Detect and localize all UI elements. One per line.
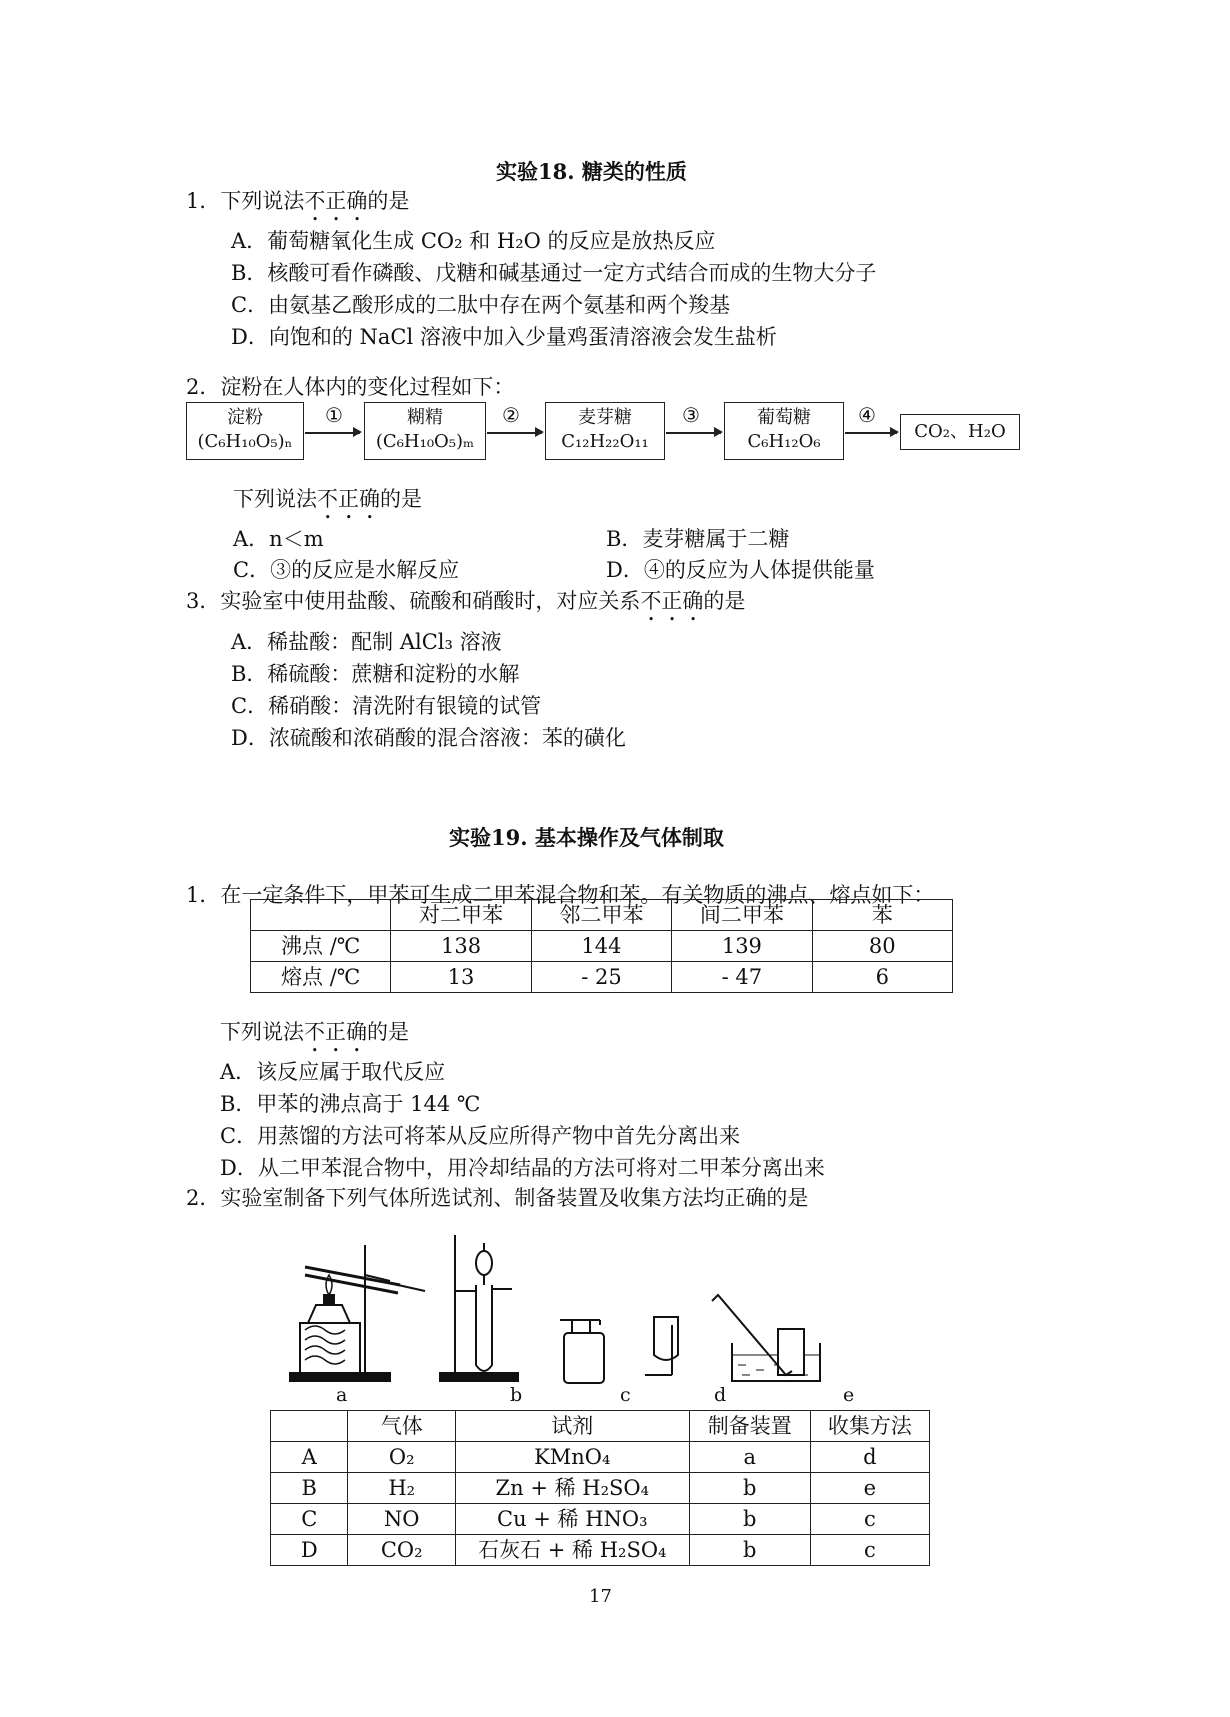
table-cell: CO₂ xyxy=(348,1535,455,1566)
q1-option-c: C．由氨基乙酸形成的二肽中存在两个氨基和两个羧基 xyxy=(231,293,731,317)
q3-option-c: C．稀硝酸：清洗附有银镜的试管 xyxy=(231,694,542,718)
emphasis-text: 不正确 xyxy=(304,1020,367,1044)
table-cell: b xyxy=(689,1504,810,1535)
table-header-row xyxy=(271,1411,930,1442)
table-row xyxy=(271,1504,930,1535)
section18-title: 实验18. 糖类的性质 xyxy=(496,159,687,184)
apparatus-label-d: d xyxy=(714,1384,727,1406)
flow-step-1: ① xyxy=(325,403,343,427)
flow-formula: C₁₂H₂₂O₁₁ xyxy=(561,431,649,452)
table-cell: O₂ xyxy=(348,1442,455,1473)
stem-text: 的是 xyxy=(380,487,422,511)
flow-name: 糊精 xyxy=(407,407,443,428)
flow-name: 葡萄糖 xyxy=(757,407,811,428)
section19-title: 实验19. 基本操作及气体制取 xyxy=(449,825,724,850)
stem-text: 下列说法 xyxy=(233,487,317,511)
apparatus-b xyxy=(440,1235,518,1381)
table-cell: 制备装置 xyxy=(689,1411,810,1442)
table-cell: B xyxy=(271,1473,348,1504)
table-cell xyxy=(271,1411,348,1442)
emphasis-text: 不正确 xyxy=(640,589,704,613)
table-cell: 6 xyxy=(812,962,952,993)
flow-step-4: ④ xyxy=(858,403,876,427)
flow-arrow xyxy=(666,432,721,434)
question-number: 3． xyxy=(186,589,221,613)
gas-preparation-table xyxy=(270,1410,930,1566)
table-cell: 熔点 /℃ xyxy=(251,962,391,993)
table-cell: 收集方法 xyxy=(810,1411,929,1442)
flow-box-glucose xyxy=(724,402,844,460)
flow-name: 麦芽糖 xyxy=(578,407,632,428)
flow-box-dextrin xyxy=(364,402,486,460)
table-cell: 144 xyxy=(531,931,671,962)
table-cell: - 25 xyxy=(531,962,671,993)
s19-q2-stem xyxy=(186,1183,808,1213)
table-cell: c xyxy=(810,1535,929,1566)
table-cell: b xyxy=(689,1473,810,1504)
question-number: 1． xyxy=(186,883,221,907)
table-cell: 气体 xyxy=(348,1411,455,1442)
table-cell: 对二甲苯 xyxy=(391,900,531,931)
table-row xyxy=(271,1442,930,1473)
flow-box-starch xyxy=(186,402,304,460)
s19-q1-option-a: A．该反应属于取代反应 xyxy=(220,1060,446,1084)
q1-option-d: D．向饱和的 NaCl 溶液中加入少量鸡蛋清溶液会发生盐析 xyxy=(231,325,777,349)
apparatus-e xyxy=(712,1295,820,1381)
stem-text: 下列说法 xyxy=(220,189,305,213)
table-cell: 沸点 /℃ xyxy=(251,931,391,962)
table-cell xyxy=(251,900,391,931)
table-row xyxy=(271,1535,930,1566)
q1-option-a: A．葡萄糖氧化生成 CO₂ 和 H₂O 的反应是放热反应 xyxy=(231,229,716,253)
table-cell: NO xyxy=(348,1504,455,1535)
table-row xyxy=(271,1473,930,1504)
stem-text: 的是 xyxy=(367,189,410,213)
flow-box-products xyxy=(900,414,1020,450)
q2-option-b: B．麦芽糖属于二糖 xyxy=(606,527,790,551)
stem-text: 在一定条件下，甲苯可生成二甲苯混合物和苯。有关物质的沸点、熔点如下： xyxy=(220,883,935,907)
apparatus-label-e: e xyxy=(843,1384,855,1406)
stem-text: 实验室制备下列气体所选试剂、制备装置及收集方法均正确的是 xyxy=(220,1186,809,1210)
q2-option-d: D．④的反应为人体提供能量 xyxy=(606,558,875,582)
table-cell: 138 xyxy=(391,931,531,962)
table-row xyxy=(251,962,953,993)
table-row xyxy=(251,931,953,962)
question-number: 2． xyxy=(186,1186,221,1210)
q2-stem xyxy=(186,372,514,402)
apparatus-label-c: c xyxy=(620,1384,631,1406)
table-cell: D xyxy=(271,1535,348,1566)
table-cell: 80 xyxy=(812,931,952,962)
apparatus-a xyxy=(290,1245,425,1381)
table-cell: c xyxy=(810,1504,929,1535)
flow-formula: C₆H₁₂O₆ xyxy=(747,431,821,452)
table-cell: 139 xyxy=(672,931,812,962)
q3-option-b: B．稀硫酸：蔗糖和淀粉的水解 xyxy=(231,662,520,686)
flow-box-maltose xyxy=(545,402,665,460)
apparatus-illustration xyxy=(280,1225,960,1390)
question-number: 1． xyxy=(186,189,221,213)
flow-step-3: ③ xyxy=(682,403,700,427)
apparatus-label-a: a xyxy=(336,1384,348,1406)
q2-option-a: A．n＜m xyxy=(233,527,324,551)
emphasis-text: 不正确 xyxy=(304,189,368,213)
emphasis-text: 不正确 xyxy=(317,487,380,511)
table-cell: Cu + 稀 HNO₃ xyxy=(455,1504,689,1535)
q2-substem xyxy=(233,484,422,524)
flow-name: CO₂、H₂O xyxy=(914,421,1006,442)
q1-stem xyxy=(186,186,409,226)
apparatus-c xyxy=(560,1320,604,1383)
question-number: 2． xyxy=(186,375,221,399)
s19-q1-substem xyxy=(220,1017,409,1057)
table-cell: d xyxy=(810,1442,929,1473)
table-cell: 苯 xyxy=(812,900,952,931)
table-cell: 石灰石 + 稀 H₂SO₄ xyxy=(455,1535,689,1566)
table-cell: b xyxy=(689,1535,810,1566)
table-cell: 间二甲苯 xyxy=(672,900,812,931)
table-cell: 13 xyxy=(391,962,531,993)
stem-text: 下列说法 xyxy=(220,1020,304,1044)
q3-option-d: D．浓硫酸和浓硝酸的混合溶液：苯的磺化 xyxy=(231,726,626,750)
stem-text: 淀粉在人体内的变化过程如下： xyxy=(220,375,515,399)
table-cell: KMnO₄ xyxy=(455,1442,689,1473)
flow-arrow xyxy=(487,432,542,434)
table-cell: 试剂 xyxy=(455,1411,689,1442)
boiling-melting-table xyxy=(250,899,953,993)
s19-q1-option-c: C．用蒸馏的方法可将苯从反应所得产物中首先分离出来 xyxy=(220,1124,741,1148)
table-cell: Zn + 稀 H₂SO₄ xyxy=(455,1473,689,1504)
flow-formula: (C₆H₁₀O₅)ₙ xyxy=(197,431,293,452)
stem-text: 的是 xyxy=(367,1020,409,1044)
flow-formula: (C₆H₁₀O₅)ₘ xyxy=(375,431,475,452)
table-cell: - 47 xyxy=(672,962,812,993)
table-cell: A xyxy=(271,1442,348,1473)
stem-text: 的是 xyxy=(703,589,746,613)
apparatus-label-b: b xyxy=(510,1384,523,1406)
table-cell: e xyxy=(810,1473,929,1504)
q1-option-b: B．核酸可看作磷酸、戊糖和碱基通过一定方式结合而成的生物大分子 xyxy=(231,261,877,285)
q3-option-a: A．稀盐酸：配制 AlCl₃ 溶液 xyxy=(231,630,502,654)
table-cell: C xyxy=(271,1504,348,1535)
s19-q1-option-b: B．甲苯的沸点高于 144 ℃ xyxy=(220,1092,481,1116)
stem-text: 实验室中使用盐酸、硫酸和硝酸时，对应关系 xyxy=(220,589,641,613)
flow-arrow xyxy=(305,432,360,434)
apparatus-d xyxy=(645,1317,678,1375)
flow-name: 淀粉 xyxy=(227,407,263,428)
table-cell: H₂ xyxy=(348,1473,455,1504)
table-cell: a xyxy=(689,1442,810,1473)
flow-arrow xyxy=(845,432,897,434)
page-number: 17 xyxy=(589,1586,612,1607)
table-cell: 邻二甲苯 xyxy=(531,900,671,931)
q2-option-c: C．③的反应是水解反应 xyxy=(233,558,460,582)
table-header-row xyxy=(251,900,953,931)
flow-step-2: ② xyxy=(502,403,520,427)
q3-stem xyxy=(186,586,745,626)
s19-q1-option-d: D．从二甲苯混合物中，用冷却结晶的方法可将对二甲苯分离出来 xyxy=(220,1156,825,1180)
